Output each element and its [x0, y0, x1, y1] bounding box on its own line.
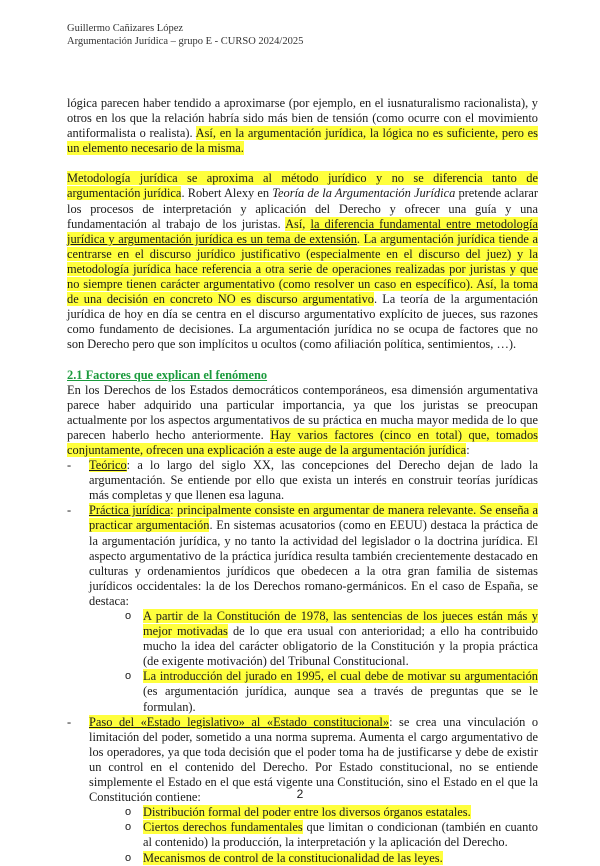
highlighted-text: Metodología jurídica se aproxima al método jurídico y no se diferencia tanto de argumentación jurídica [67, 171, 538, 201]
paragraph-factores [67, 383, 538, 458]
item-text: (es argumentación jurídica, aunque sea a través de preguntas que se le formulan). [143, 684, 538, 714]
highlighted-text: . La argumentación jurídica tiende a centrarse en el discurso jurídico justificativo (especialmente en el discurso del juez) y la metodología jurídica hace referencia a otra serie de operaciones realizadas por juristas y que no siempre tienen carácter argumentativo (como resolver un caso en específico). Así, la toma de una decisión en concreto NO es discurso argumentativo [67, 231, 538, 307]
sublist-item [89, 669, 538, 714]
item-text: . En sistemas acusatorios (como en EEUU) destaca la práctica de la argumentación jurídica, y no tanto la actividad del legislador o la doctrina jurídica. El aspecto argumentativo de la práctica jurídica resulta también crecientemente destacado en culturas y ordenamientos jurídicos que obedecen a la otra gran familia de sistemas jurídicos occidentales: la de los Derechos romano-germánicos. En el caso de España, se destaca: [89, 518, 538, 608]
highlighted-text: Mecanismos de control de la constitucionalidad de las leyes. [143, 850, 443, 865]
paragraph-text: En los Derechos de los Estados democráticos contemporáneos, esa dimensión argumentativa parece haber adquirido una particular importancia, ya que los juristas se preocupan actualmente por los aspectos argumentativos de su práctica en mucha mayor medida de lo que parecen haberlo hecho anteriormente. [67, 382, 538, 442]
page-number: 2 [296, 787, 304, 801]
paragraph-text: . Robert Alexy en [181, 186, 273, 201]
highlighted-text: Distribución formal del poder entre los diversos órganos estatales. [143, 805, 471, 820]
item-text: que limitan o condicionan (también en cuanto al contenido) la producción, la interpretación y la aplicación del Derecho. [143, 820, 538, 850]
book-title: Teoría de la Argumentación Jurídica [272, 186, 456, 201]
sublist-item [89, 851, 538, 866]
sublist-item [89, 805, 538, 820]
paragraph-text: lógica parecen haber tendido a aproximarse (por ejemplo, en el iusnaturalismo racionalista), y otros en los que la relación habría sido más bien de tensión (como ocurre con el movimiento antiformalista o realista). [67, 96, 538, 141]
sublist-practica [89, 609, 538, 715]
item-text: de lo que era usual con anterioridad; a ello ha contribuido mucho la idea del carácter obligatorio de la Constitución y la propia práctica (de exigente motivación) del Tribunal Constitucional. [143, 624, 539, 669]
item-text: : se crea una vinculación o limitación del poder, sometido a una norma suprema. Aumenta el cargo argumentativo de los operadores, ya que toda decisión que el poder toma ha de justificarse y debe de existir un control en el contenido del Derecho. Por Estado constitucional, no se entiende simplemente el Estado en el que está vigente una Constitución, sino el Estado en el que la Constitución contiene: [89, 714, 539, 805]
highlighted-text: A partir de la Constitución de 1978, las sentencias de los jueces están más y mejor motivadas [143, 609, 538, 639]
highlighted-text: La introducción del jurado en 1995, el cual debe de motivar su argumentación [143, 669, 538, 684]
paragraph-text: pretende aclarar los procesos de interpretación y aplicación del Derecho y ofrecer una guía y una fundamentación al trabajo de los juristas. [67, 186, 538, 231]
page-header [67, 22, 303, 48]
sublist-estado [89, 805, 538, 865]
item-label: Práctica jurídica [89, 503, 171, 518]
list-item-practica [67, 503, 538, 714]
highlighted-underlined-text: la diferencia fundamental entre metodología jurídica y argumentación jurídica es un tema de extensión [67, 216, 538, 246]
item-label: Paso del «Estado legislativo» al «Estado constitucional» [89, 714, 390, 729]
highlighted-text: Así, [285, 216, 311, 231]
paragraph-text: : [466, 442, 470, 457]
list-item-teorico [67, 458, 538, 503]
highlighted-text: Así, en la argumentación jurídica, la lógica no es suficiente, pero es un elemento necesario de la misma. [67, 126, 538, 156]
highlighted-text: : principalmente consiste en argumentar de manera relevante. Se enseña a practicar argumentación [89, 503, 539, 533]
item-label: Teórico [89, 458, 127, 473]
section-heading: 2.1 Factores que explican el fenómeno [67, 367, 268, 382]
highlighted-text: Ciertos derechos fundamentales [143, 820, 303, 835]
header-course: Argumentación Jurídica – grupo E - CURSO 2024/2025 [67, 36, 304, 47]
sublist-item [89, 820, 538, 850]
paragraph-logica [67, 96, 538, 156]
paragraph-text: . La teoría de la argumentación jurídica de hoy en día se centra en el discurso argumentativo explícito de jueces, sus razones como fundamento de decisiones. La argumentación jurídica no se ocupa de factores que no son Derecho pero que son implícitos u ocultos (como afiliación política, sentimientos, …). [67, 292, 538, 352]
document-body [67, 96, 538, 866]
highlighted-text: Hay varios factores (cinco en total) que, tomados conjuntamente, ofrecen una explicación a este auge de la argumentación jurídica [67, 427, 538, 457]
sublist-item [89, 609, 538, 669]
factor-list [67, 458, 538, 866]
paragraph-metodologia [67, 171, 538, 352]
header-author: Guillermo Cañizares López [67, 23, 184, 34]
item-text: : a lo largo del siglo XX, las concepciones del Derecho dejan de lado la argumentación. Se entiende por ello que exista un interés en construir teorías jurídicas más completas y que llenen esa laguna. [89, 458, 538, 503]
